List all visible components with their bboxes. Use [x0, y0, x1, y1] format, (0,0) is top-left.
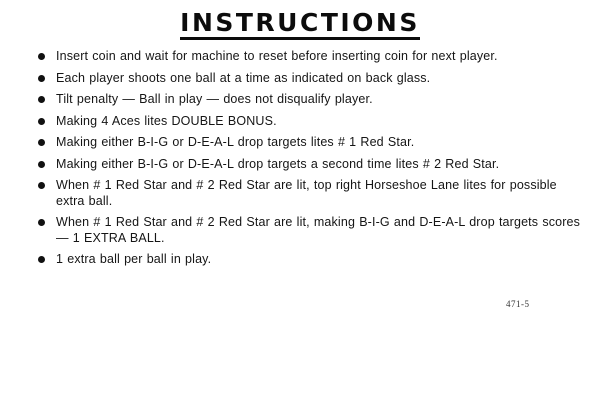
bullet-icon [38, 219, 45, 226]
rule-text: Tilt penalty — Ball in play — does not disqualify player. [56, 92, 373, 106]
rules-list [36, 49, 584, 274]
rule-item [36, 92, 584, 108]
rule-item [36, 49, 584, 65]
bullet-icon [38, 139, 45, 146]
rule-text: Insert coin and wait for machine to reset before inserting coin for next player. [56, 49, 498, 63]
rule-item [36, 135, 584, 151]
rule-text: Each player shoots one ball at a time as indicated on back glass. [56, 70, 431, 85]
rule-text: Making 4 Aces lites DOUBLE BONUS. [56, 113, 277, 128]
card-code: 471-5 [506, 299, 530, 309]
rule-item [36, 178, 584, 209]
bullet-icon [38, 75, 45, 82]
instructions-heading [0, 8, 600, 40]
rule-item [36, 114, 584, 130]
rule-item [36, 157, 584, 173]
instructions-title: INSTRUCTIONS [180, 10, 420, 40]
rule-text: 1 extra ball per ball in play. [56, 252, 212, 266]
rule-text: Making either B-I-G or D-E-A-L drop targets lites # 1 Red Star. [56, 135, 415, 149]
bullet-icon [38, 53, 45, 60]
bullet-icon [38, 161, 45, 168]
rule-text: When # 1 Red Star and # 2 Red Star are lit, top right Horseshoe Lane lites for possible extra ball. [56, 178, 557, 208]
rule-item [36, 71, 584, 87]
rule-item [36, 215, 584, 246]
rule-item [36, 252, 584, 268]
rule-text: When # 1 Red Star and # 2 Red Star are lit, making B-I-G and D-E-A-L drop targets scores — 1 EXTRA BALL. [56, 215, 581, 245]
rule-text: Making either B-I-G or D-E-A-L drop targets a second time lites # 2 Red Star. [56, 156, 500, 171]
bullet-icon [38, 182, 45, 189]
bullet-icon [38, 96, 45, 103]
bullet-icon [38, 256, 45, 263]
bullet-icon [38, 118, 45, 125]
